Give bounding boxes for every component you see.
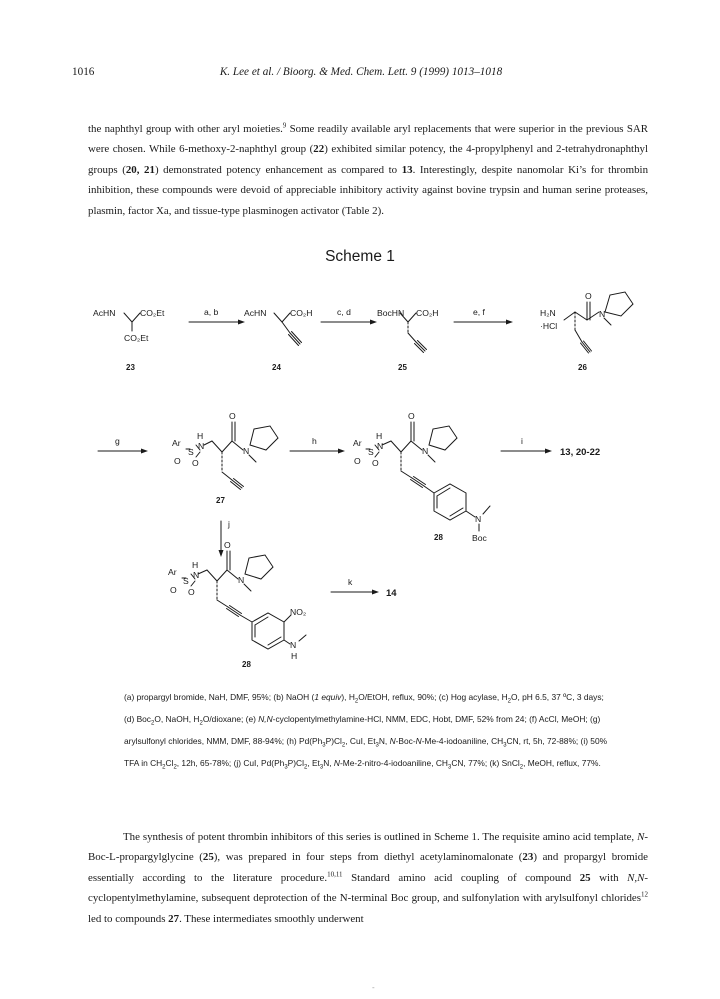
atom-label: Ar [353, 438, 362, 448]
compound-number: 25 [398, 363, 407, 372]
compound-ref: 22 [313, 143, 325, 156]
atom-label: CO₂H [416, 308, 439, 318]
compound-number: 24 [272, 363, 281, 372]
atom-label: N [198, 441, 205, 451]
compound-ref: 27 [168, 912, 180, 925]
compound-number: 26 [578, 363, 587, 372]
running-title: K. Lee et al. / Bioorg. & Med. Chem. Lett. 9 (1999) 1013–1018 [219, 66, 503, 78]
atom-label: ·HCl [540, 321, 558, 331]
atom-label: S [188, 447, 194, 457]
atom-label: CO₂Et [124, 333, 149, 343]
atom-label: H [192, 560, 199, 570]
intro-paragraph: the naphthyl group with other aryl moieties.$^9$ Some readily available aryl replacements that were superior in the previous SAR were chosen. While 6-methoxy-2-naphthyl group (22) exhibited similar potency, the 4-propylphenyl and 2-tetrahydronaphthyl groups (20, 21) demonstrated potency enhancement as compared to 13. Interestingly, despite nanomolar Ki’s for thrombin inhibition, these compounds were devoid of appreciable inhibitory activity against bovine trypsin and human serine proteases, plasmin, factor Xa, and tissue-type plasminogen activator (Table 2). [88, 121, 649, 217]
compound-number: 28 [434, 533, 443, 542]
atom-label: O [229, 411, 236, 421]
atom-label: H [197, 431, 204, 441]
arrow-label: e, f [473, 307, 485, 317]
atom-label: O [174, 456, 181, 466]
page-number: 1016 [72, 66, 95, 78]
scheme-title: Scheme 1 [325, 248, 395, 265]
atom-label: O [170, 585, 177, 595]
compound-ref: 23 [522, 851, 534, 864]
atom-label: O [585, 291, 592, 301]
atom-label: O [224, 540, 231, 550]
arrow-label: i [521, 436, 523, 446]
atom-label: N [238, 575, 245, 585]
arrow-label: j [228, 519, 230, 529]
atom-label: H₂N [540, 308, 556, 318]
arrow-label: h [312, 436, 317, 446]
citation: 10,11 [327, 870, 343, 879]
scan-mark: - [372, 983, 375, 992]
atom-label: N [193, 570, 200, 580]
atom-label: O [372, 458, 379, 468]
compound-number: 23 [126, 363, 135, 372]
compound-number: 27 [216, 496, 225, 505]
atom-label: S [183, 576, 189, 586]
atom-label: Ar [172, 438, 181, 448]
compound-ref: 20, 21 [125, 163, 155, 176]
arrow-label: k [348, 577, 353, 587]
arrow-label: c, d [337, 307, 351, 317]
atom-label: CO₂H [290, 308, 313, 318]
atom-label: Boc [472, 533, 487, 543]
atom-label: N [243, 446, 250, 456]
atom-label: H [291, 651, 298, 661]
compound-ref: 25 [202, 851, 214, 864]
atom-label: AcHN [93, 308, 116, 318]
atom-label: N [290, 640, 297, 650]
atom-label: AcHN [244, 308, 267, 318]
atom-label: O [192, 458, 199, 468]
atom-label: NO₂ [290, 607, 307, 617]
compound-number: 28 [242, 660, 251, 669]
atom-label: N [422, 446, 429, 456]
atom-label: O [408, 411, 415, 421]
atom-label: BocHN [377, 308, 405, 318]
arrow-label: a, b [204, 307, 219, 317]
atom-label: S [368, 447, 374, 457]
scheme-footnote: (a) propargyl bromide, NaH, DMF, 95%; (b) NaOH (1 equiv), $H_2O$/EtOH, reflux, 90%; (c) Hog acylase, $H_2O$, pH 6.5, 37 ºC, 3 days; (d) Boc$_2$O, NaOH, $H_2O$/dioxane; (e) N,N-cyclopentylmethylamine-HCl, NMM, EDC, Hobt, DMF, 52% from 24; (f) AcCl, MeOH; (g) arylsulfonyl chlorides, NMM, DMF, 88-94%; (h) $Pd(Ph_3P)Cl_2$, CuI, $Et_3N$, N-Boc-N-Me-4-iodoaniline, $CH_3CN$, rt, 5h, 72-88%; (i) 50% TFA in $CH_2Cl_2$, 12h, 65-78%; (j) CuI, $Pd(Ph_3P)Cl_2$, $Et_3N$, N-Me-2-nitro-4-iodoaniline, $CH_3CN$, 77%; (k) SnCl$_2$, MeOH, reflux, 77%. [124, 692, 608, 771]
atom-label: N [377, 441, 384, 451]
atom-label: N [475, 514, 482, 524]
atom-label: N [599, 309, 606, 319]
atom-label: CO₂Et [140, 308, 165, 318]
atom-label: O [354, 456, 361, 466]
compound-ref: 13 [401, 163, 413, 176]
citation: 9 [282, 121, 287, 130]
compound-ref: 25 [579, 871, 591, 884]
atom-label: Ar [168, 567, 177, 577]
citation: 12 [641, 890, 648, 899]
product-label: 14 [386, 588, 397, 599]
synthesis-paragraph: The synthesis of potent thrombin inhibitors of this series is outlined in Scheme 1. The requisite amino acid template, N-Boc-L-propargylglycine (25), was prepared in four steps from diethyl acetylaminomalonate (23) and propargyl bromide essentially according to the literature procedure.$^{10,11}$ Standard amino acid coupling of compound 25 with N,N-cyclopentylmethylamine, subsequent deprotection of the N-terminal Boc group, and sulfonylation with arylsulfonyl chlorides$^{12}$ led to compounds 27. These intermediates smoothly underwent [88, 831, 649, 925]
atom-label: H [376, 431, 383, 441]
arrow-label: g [115, 436, 120, 446]
product-label: 13, 20-22 [560, 447, 601, 458]
atom-label: O [188, 587, 195, 597]
